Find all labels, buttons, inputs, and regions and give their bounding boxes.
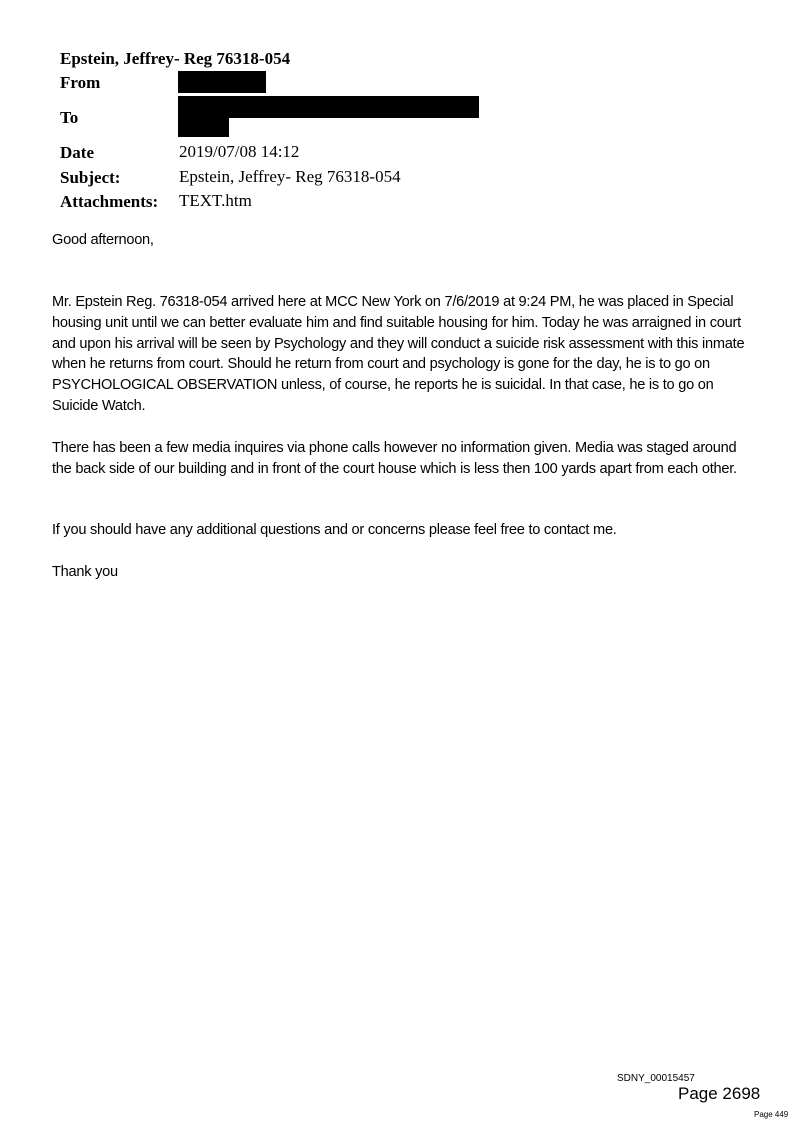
closing: Thank you [52,564,118,580]
date-label: Date [60,143,94,162]
from-redaction [178,71,266,93]
attachments-label: Attachments: [60,192,159,211]
greeting: Good afternoon, [52,232,154,248]
body-paragraph-3: If you should have any additional questions and or concerns please feel free to contact me. [52,522,617,538]
email-title: Epstein, Jeffrey- Reg 76318-054 [60,49,291,68]
bates-number: SDNY_00015457 [617,1073,695,1084]
page-number-small: Page 449 [754,1110,789,1119]
to-label: To [60,108,79,127]
attachment-link[interactable]: TEXT.htm [179,191,252,210]
to-redaction-line1 [178,96,479,118]
subject-value: Epstein, Jeffrey- Reg 76318-054 [179,167,401,186]
from-label: From [60,73,101,92]
to-redaction-line2 [178,118,229,137]
subject-label: Subject: [60,168,121,187]
body-paragraph-1: Mr. Epstein Reg. 76318-054 arrived here at MCC New York on 7/6/2019 at 9:24 PM, he was placed in Special housing unit until we can better evaluate him and find suitable housing for him. Today he was arraigned in court and upon his arrival will be seen by Psychology and they will conduct a suicide risk assessment with this inmate when he returns from court. Should he return from court and psychology is gone for the day, he is to go on PSYCHOLOGICAL OBSERVATION unless, of course, he reports he is suicidal. In that case, he is to go on Suicide Watch. [52,294,745,414]
page-number: Page 2698 [678,1084,761,1103]
date-value: 2019/07/08 14:12 [179,142,300,161]
body-paragraph-2: There has been a few media inquires via phone calls however no information given. Media was staged around the back side of our building and in front of the court house which is less then 100 yards apart from each other. [52,440,737,477]
